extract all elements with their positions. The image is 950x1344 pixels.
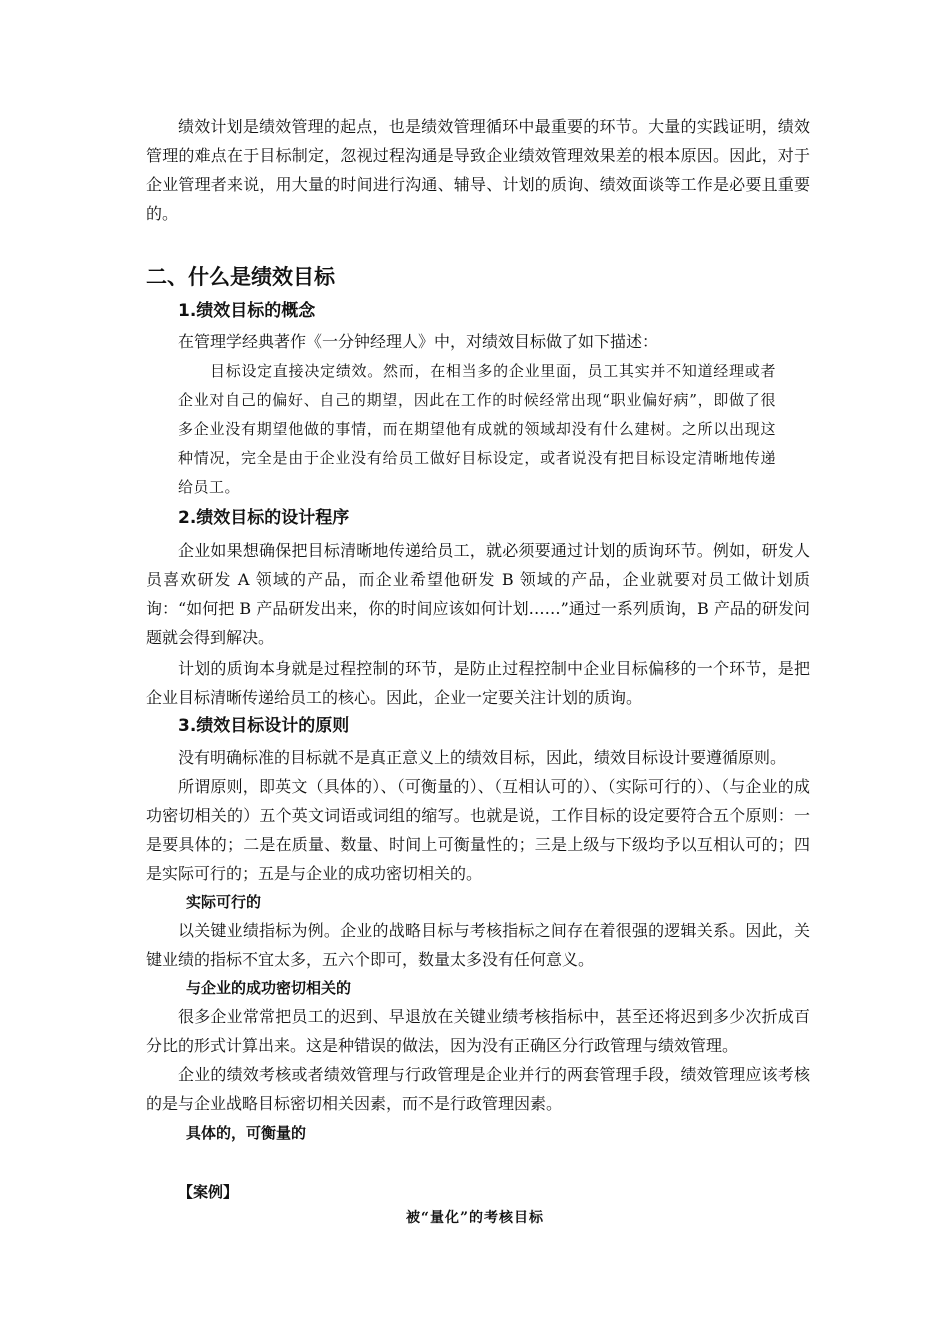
procedure-paragraph-2: 计划的质询本身就是过程控制的环节，是防止过程控制中企业目标偏移的一个环节，是把企业目标清晰传递给员工的核心。因此，企业一定要关注计划的质询。 xyxy=(146,659,810,707)
principles-paragraph-1: 没有明确标准的目标就不是真正意义上的绩效目标，因此，绩效目标设计要遵循原则。 xyxy=(178,748,787,767)
label-related: 与企业的成功密切相关的 xyxy=(186,979,352,997)
label-feasible: 实际可行的 xyxy=(186,893,262,911)
case-title: 被“量化”的考核目标 xyxy=(405,1210,545,1226)
related-paragraph-1: 很多企业常常把员工的迟到、早退放在关键业绩考核指标中，甚至还将迟到多少次折成百分比的形式计算出来。这是种错误的做法，因为没有正确区分行政管理与绩效管理。 xyxy=(146,1007,810,1055)
subsection-heading-procedure: 2.绩效目标的设计程序 xyxy=(178,508,350,528)
feasible-paragraph: 以关键业绩指标为例。企业的战略目标与考核指标之间存在着很强的逻辑关系。因此，关键业绩的指标不宜太多，五六个即可，数量太多没有任何意义。 xyxy=(146,921,810,969)
subsection-heading-principles: 3.绩效目标设计的原则 xyxy=(178,716,350,736)
label-specific: 具体的，可衡量的 xyxy=(186,1124,307,1142)
subsection-heading-concept: 1.绩效目标的概念 xyxy=(178,301,316,321)
principles-paragraph-2: 所谓原则，即英文（具体的）、（可衡量的）、（互相认可的）、（实际可行的）、（与企业的成功密切相关的）五个英文词语或词组的缩写。也就是说，工作目标的设定要符合五个原则：一是要具体的；二是在质量、数量、时间上可衡量性的；三是上级与下级均予以互相认可的；四是实际可行的；五是与企业的成功密切相关的。 xyxy=(146,777,810,883)
concept-quote: 目标设定直接决定绩效。然而，在相当多的企业里面，员工其实并不知道经理或者企业对自己的偏好、自己的期望，因此在工作的时候经常出现“职业偏好病”，即做了很多企业没有期望他做的事情，而在期望他有成就的领域却没有什么建树。之所以出现这种情况，完全是由于企业没有给员工做好目标设定，或者说没有把目标设定清晰地传递给员工。 xyxy=(178,362,776,496)
case-label: 【案例】 xyxy=(178,1183,239,1201)
concept-lead-paragraph: 在管理学经典著作《一分钟经理人》中，对绩效目标做了如下描述： xyxy=(178,332,659,351)
related-paragraph-2: 企业的绩效考核或者绩效管理与行政管理是企业并行的两套管理手段，绩效管理应该考核的是与企业战略目标密切相关因素，而不是行政管理因素。 xyxy=(146,1065,810,1113)
intro-paragraph: 绩效计划是绩效管理的起点，也是绩效管理循环中最重要的环节。大量的实践证明，绩效管理的难点在于目标制定，忽视过程沟通是导致企业绩效管理效果差的根本原因。因此，对于企业管理者来说，用大量的时间进行沟通、辅导、计划的质询、绩效面谈等工作是必要且重要的。 xyxy=(146,117,810,223)
section-heading: 二、什么是绩效目标 xyxy=(146,265,335,289)
procedure-paragraph-1: 企业如果想确保把目标清晰地传递给员工，就必须要通过计划的质询环节。例如，研发人员喜欢研发 A 领域的产品，而企业希望他研发 B 领域的产品，企业就要对员工做计划质询：“如何把 B 产品研发出来，你的时间应该如何计划……”通过一系列质询，B 产品的研发问题就会得到解决。 xyxy=(146,541,810,647)
